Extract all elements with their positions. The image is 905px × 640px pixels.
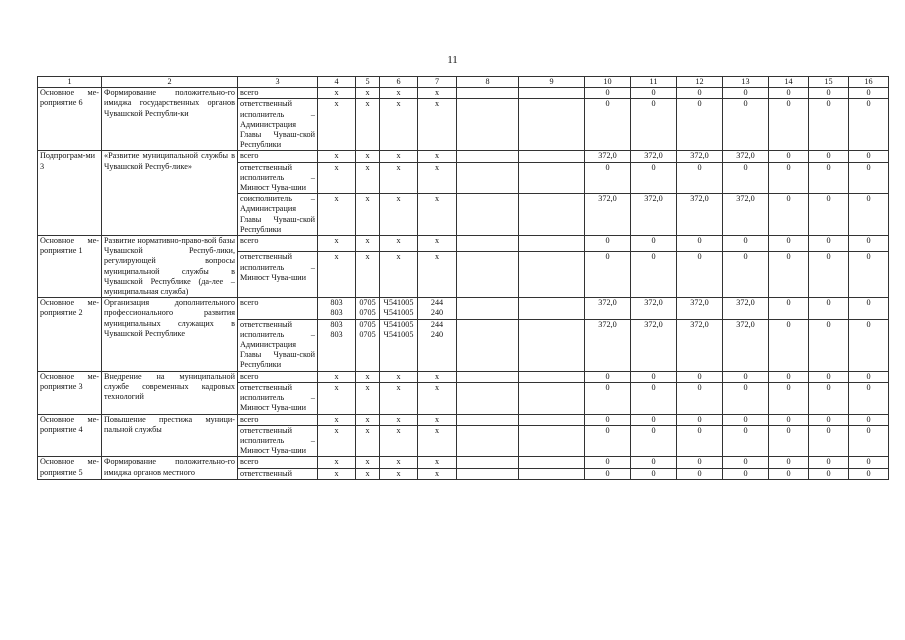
value-cell: 0 xyxy=(585,425,631,457)
expense-type-cell: x xyxy=(418,414,457,425)
executor-cell: всего xyxy=(238,298,318,319)
grbs-cell: x xyxy=(318,468,356,479)
target-article-cell: x xyxy=(380,88,418,99)
header-cell: 9 xyxy=(519,77,585,88)
expense-type-cell: x xyxy=(418,99,457,151)
target-article-cell: x xyxy=(380,151,418,162)
table-row xyxy=(38,151,889,162)
value-cell: 0 xyxy=(769,382,809,414)
value-cell xyxy=(457,468,519,479)
value-cell xyxy=(457,414,519,425)
value-cell: 0 xyxy=(631,457,677,468)
header-cell: 15 xyxy=(809,77,849,88)
target-article-cell: x xyxy=(380,468,418,479)
event-description-cell: Организация дополнительного профессионального развития муниципальных служащих в Чувашской Республике xyxy=(102,298,238,371)
value-cell xyxy=(519,236,585,252)
section-cell: x xyxy=(356,99,380,151)
value-cell xyxy=(457,371,519,382)
header-cell: 6 xyxy=(380,77,418,88)
executor-cell: ответственный исполнитель – Администрация Главы Чуваш-ской Республики xyxy=(238,99,318,151)
section-cell: 0705 0705 xyxy=(356,319,380,371)
executor-cell: всего xyxy=(238,236,318,252)
header-cell: 10 xyxy=(585,77,631,88)
value-cell: 0 xyxy=(849,236,889,252)
value-cell xyxy=(457,88,519,99)
value-cell: 0 xyxy=(849,414,889,425)
value-cell xyxy=(457,99,519,151)
value-cell xyxy=(457,298,519,319)
table-row xyxy=(38,236,889,252)
value-cell: 372,0 xyxy=(631,194,677,236)
event-name-cell: Основное ме-роприятие 2 xyxy=(38,298,102,371)
value-cell xyxy=(519,371,585,382)
expense-type-cell: x xyxy=(418,236,457,252)
event-name-cell: Подпрограм-ми 3 xyxy=(38,151,102,236)
value-cell: 0 xyxy=(809,457,849,468)
value-cell xyxy=(519,194,585,236)
event-name-cell: Основное ме-роприятие 5 xyxy=(38,457,102,479)
page-number: 11 xyxy=(447,54,458,66)
table-row xyxy=(38,414,889,425)
header-row xyxy=(38,77,889,88)
header-cell: 16 xyxy=(849,77,889,88)
grbs-cell: x xyxy=(318,162,356,194)
value-cell: 0 xyxy=(723,382,769,414)
value-cell: 372,0 xyxy=(631,319,677,371)
value-cell: 0 xyxy=(585,382,631,414)
value-cell: 0 xyxy=(809,252,849,298)
target-article-cell: x xyxy=(380,425,418,457)
event-name-cell: Основное ме-роприятие 3 xyxy=(38,371,102,414)
event-description-cell: «Развитие муниципальной службы в Чувашской Респуб-лике» xyxy=(102,151,238,236)
value-cell: 0 xyxy=(677,371,723,382)
expense-type-cell: x xyxy=(418,468,457,479)
value-cell: 0 xyxy=(631,88,677,99)
target-article-cell: x xyxy=(380,382,418,414)
value-cell: 0 xyxy=(769,194,809,236)
value-cell xyxy=(519,252,585,298)
value-cell xyxy=(519,88,585,99)
expense-type-cell: x xyxy=(418,162,457,194)
value-cell: 0 xyxy=(631,99,677,151)
value-cell xyxy=(519,414,585,425)
executor-cell: всего xyxy=(238,371,318,382)
grbs-cell: x xyxy=(318,99,356,151)
value-cell: 372,0 xyxy=(585,151,631,162)
expense-type-cell: 244 240 xyxy=(418,298,457,319)
value-cell xyxy=(519,468,585,479)
section-cell: x xyxy=(356,162,380,194)
target-article-cell: x xyxy=(380,457,418,468)
event-description-cell: Повышение престижа муници-пальной службы xyxy=(102,414,238,457)
target-article-cell: x xyxy=(380,236,418,252)
value-cell: 0 xyxy=(677,457,723,468)
value-cell: 0 xyxy=(677,88,723,99)
target-article-cell: x xyxy=(380,252,418,298)
grbs-cell: x xyxy=(318,88,356,99)
value-cell: 0 xyxy=(809,319,849,371)
executor-cell: соисполнитель – Администрация Главы Чуваш-ской Республики xyxy=(238,194,318,236)
value-cell: 0 xyxy=(809,194,849,236)
value-cell: 0 xyxy=(809,382,849,414)
grbs-cell: x xyxy=(318,425,356,457)
value-cell: 0 xyxy=(585,162,631,194)
executor-cell: ответственный xyxy=(238,468,318,479)
value-cell: 0 xyxy=(809,468,849,479)
value-cell: 0 xyxy=(723,457,769,468)
section-cell: x xyxy=(356,382,380,414)
value-cell: 0 xyxy=(809,151,849,162)
value-cell xyxy=(519,298,585,319)
value-cell: 372,0 xyxy=(677,298,723,319)
expense-type-cell: x xyxy=(418,194,457,236)
value-cell: 372,0 xyxy=(677,151,723,162)
section-cell: 0705 0705 xyxy=(356,298,380,319)
executor-cell: ответственный исполнитель – Минюст Чува-шии xyxy=(238,252,318,298)
value-cell: 0 xyxy=(631,468,677,479)
target-article-cell: x xyxy=(380,414,418,425)
value-cell xyxy=(457,252,519,298)
value-cell: 0 xyxy=(723,162,769,194)
budget-table xyxy=(37,76,889,480)
value-cell: 0 xyxy=(849,382,889,414)
value-cell: 0 xyxy=(723,425,769,457)
value-cell: 0 xyxy=(769,236,809,252)
value-cell: 372,0 xyxy=(677,319,723,371)
value-cell: 0 xyxy=(769,151,809,162)
value-cell: 0 xyxy=(769,425,809,457)
grbs-cell: x xyxy=(318,236,356,252)
grbs-cell: x xyxy=(318,414,356,425)
value-cell: 0 xyxy=(849,99,889,151)
expense-type-cell: 244 240 xyxy=(418,319,457,371)
value-cell: 0 xyxy=(769,457,809,468)
value-cell: 0 xyxy=(769,414,809,425)
grbs-cell: 803 803 xyxy=(318,319,356,371)
header-cell: 12 xyxy=(677,77,723,88)
value-cell: 0 xyxy=(769,319,809,371)
target-article-cell: Ч541005 Ч541005 xyxy=(380,319,418,371)
value-cell: 0 xyxy=(849,298,889,319)
value-cell xyxy=(457,425,519,457)
header-cell: 2 xyxy=(102,77,238,88)
value-cell: 0 xyxy=(809,162,849,194)
value-cell: 0 xyxy=(849,252,889,298)
value-cell: 0 xyxy=(769,371,809,382)
value-cell: 0 xyxy=(809,298,849,319)
value-cell xyxy=(519,382,585,414)
target-article-cell: x xyxy=(380,194,418,236)
executor-cell: всего xyxy=(238,151,318,162)
value-cell: 0 xyxy=(849,371,889,382)
value-cell: 0 xyxy=(585,88,631,99)
value-cell: 0 xyxy=(677,99,723,151)
value-cell: 0 xyxy=(723,236,769,252)
value-cell: 0 xyxy=(849,194,889,236)
header-cell: 11 xyxy=(631,77,677,88)
header-cell: 14 xyxy=(769,77,809,88)
value-cell: 0 xyxy=(849,162,889,194)
header-cell: 1 xyxy=(38,77,102,88)
event-name-cell: Основное ме-роприятие 1 xyxy=(38,236,102,298)
section-cell: x xyxy=(356,194,380,236)
executor-cell: ответственный исполнитель – Администрация Главы Чуваш-ской Республики xyxy=(238,319,318,371)
value-cell: 0 xyxy=(769,99,809,151)
table-row xyxy=(38,298,889,319)
value-cell xyxy=(519,99,585,151)
expense-type-cell: x xyxy=(418,382,457,414)
value-cell: 0 xyxy=(631,371,677,382)
expense-type-cell: x xyxy=(418,88,457,99)
value-cell: 0 xyxy=(723,99,769,151)
value-cell: 372,0 xyxy=(585,319,631,371)
value-cell: 0 xyxy=(849,425,889,457)
grbs-cell: 803 803 xyxy=(318,298,356,319)
value-cell: 0 xyxy=(769,252,809,298)
header-cell: 13 xyxy=(723,77,769,88)
section-cell: x xyxy=(356,371,380,382)
grbs-cell: x xyxy=(318,252,356,298)
grbs-cell: x xyxy=(318,151,356,162)
header-cell: 3 xyxy=(238,77,318,88)
value-cell xyxy=(457,382,519,414)
value-cell: 0 xyxy=(585,414,631,425)
value-cell: 0 xyxy=(677,162,723,194)
table-row xyxy=(38,371,889,382)
event-description-cell: Формирование положительно-го имиджа органов местного xyxy=(102,457,238,479)
header-cell: 5 xyxy=(356,77,380,88)
value-cell: 0 xyxy=(677,414,723,425)
value-cell: 372,0 xyxy=(677,194,723,236)
value-cell xyxy=(519,425,585,457)
value-cell: 0 xyxy=(723,252,769,298)
value-cell: 0 xyxy=(585,468,631,479)
value-cell xyxy=(519,319,585,371)
executor-cell: всего xyxy=(238,88,318,99)
section-cell: x xyxy=(356,252,380,298)
section-cell: x xyxy=(356,151,380,162)
value-cell xyxy=(457,162,519,194)
value-cell: 0 xyxy=(723,88,769,99)
executor-cell: ответственный исполнитель – Минюст Чува-шии xyxy=(238,382,318,414)
value-cell: 0 xyxy=(585,457,631,468)
grbs-cell: x xyxy=(318,194,356,236)
value-cell: 0 xyxy=(631,236,677,252)
value-cell: 0 xyxy=(809,236,849,252)
value-cell: 0 xyxy=(809,425,849,457)
section-cell: x xyxy=(356,425,380,457)
section-cell: x xyxy=(356,457,380,468)
value-cell: 0 xyxy=(809,371,849,382)
value-cell xyxy=(457,457,519,468)
value-cell: 0 xyxy=(723,371,769,382)
executor-cell: ответственный исполнитель – Минюст Чува-шии xyxy=(238,425,318,457)
event-description-cell: Внедрение на муниципальной службе современных кадровых технологий xyxy=(102,371,238,414)
expense-type-cell: x xyxy=(418,252,457,298)
expense-type-cell: x xyxy=(418,425,457,457)
value-cell: 372,0 xyxy=(585,194,631,236)
grbs-cell: x xyxy=(318,371,356,382)
section-cell: x xyxy=(356,414,380,425)
value-cell: 0 xyxy=(769,298,809,319)
value-cell xyxy=(457,151,519,162)
value-cell: 0 xyxy=(631,162,677,194)
section-cell: x xyxy=(356,236,380,252)
value-cell xyxy=(457,319,519,371)
value-cell: 372,0 xyxy=(723,319,769,371)
header-cell: 8 xyxy=(457,77,519,88)
value-cell: 0 xyxy=(769,162,809,194)
grbs-cell: x xyxy=(318,382,356,414)
value-cell: 0 xyxy=(677,236,723,252)
target-article-cell: x xyxy=(380,99,418,151)
target-article-cell: x xyxy=(380,162,418,194)
value-cell: 0 xyxy=(585,236,631,252)
value-cell: 0 xyxy=(809,414,849,425)
value-cell: 0 xyxy=(849,88,889,99)
executor-cell: ответственный исполнитель – Минюст Чува-шии xyxy=(238,162,318,194)
event-name-cell: Основное ме-роприятие 6 xyxy=(38,88,102,151)
value-cell xyxy=(519,151,585,162)
event-description-cell: Развитие нормативно-право-вой базы Чувашской Респуб-лики, регулирующей вопросы муниципальной службы в Чувашской Республике (да-лее – муниципальная служба) xyxy=(102,236,238,298)
value-cell: 0 xyxy=(585,99,631,151)
value-cell: 0 xyxy=(585,252,631,298)
value-cell: 0 xyxy=(809,99,849,151)
header-cell: 7 xyxy=(418,77,457,88)
value-cell: 0 xyxy=(585,371,631,382)
value-cell: 0 xyxy=(809,88,849,99)
executor-cell: всего xyxy=(238,457,318,468)
value-cell xyxy=(457,194,519,236)
value-cell: 0 xyxy=(677,425,723,457)
value-cell: 0 xyxy=(631,382,677,414)
value-cell: 0 xyxy=(631,425,677,457)
value-cell: 372,0 xyxy=(585,298,631,319)
table-row xyxy=(38,88,889,99)
value-cell: 0 xyxy=(631,252,677,298)
grbs-cell: x xyxy=(318,457,356,468)
value-cell: 0 xyxy=(849,151,889,162)
value-cell: 372,0 xyxy=(631,298,677,319)
table-row xyxy=(38,457,889,468)
value-cell: 0 xyxy=(849,319,889,371)
value-cell: 372,0 xyxy=(723,151,769,162)
value-cell: 372,0 xyxy=(631,151,677,162)
value-cell: 372,0 xyxy=(723,194,769,236)
section-cell: x xyxy=(356,468,380,479)
value-cell: 372,0 xyxy=(723,298,769,319)
value-cell: 0 xyxy=(723,414,769,425)
value-cell: 0 xyxy=(849,468,889,479)
value-cell xyxy=(519,457,585,468)
event-description-cell: Формирование положительно-го имиджа государственных органов Чувашской Республи-ки xyxy=(102,88,238,151)
value-cell: 0 xyxy=(677,252,723,298)
value-cell: 0 xyxy=(723,468,769,479)
header-cell: 4 xyxy=(318,77,356,88)
value-cell xyxy=(519,162,585,194)
value-cell: 0 xyxy=(769,468,809,479)
executor-cell: всего xyxy=(238,414,318,425)
target-article-cell: Ч541005 Ч541005 xyxy=(380,298,418,319)
value-cell: 0 xyxy=(769,88,809,99)
value-cell: 0 xyxy=(849,457,889,468)
value-cell: 0 xyxy=(677,468,723,479)
expense-type-cell: x xyxy=(418,371,457,382)
target-article-cell: x xyxy=(380,371,418,382)
section-cell: x xyxy=(356,88,380,99)
value-cell: 0 xyxy=(631,414,677,425)
event-name-cell: Основное ме-роприятие 4 xyxy=(38,414,102,457)
value-cell: 0 xyxy=(677,382,723,414)
expense-type-cell: x xyxy=(418,457,457,468)
expense-type-cell: x xyxy=(418,151,457,162)
value-cell xyxy=(457,236,519,252)
